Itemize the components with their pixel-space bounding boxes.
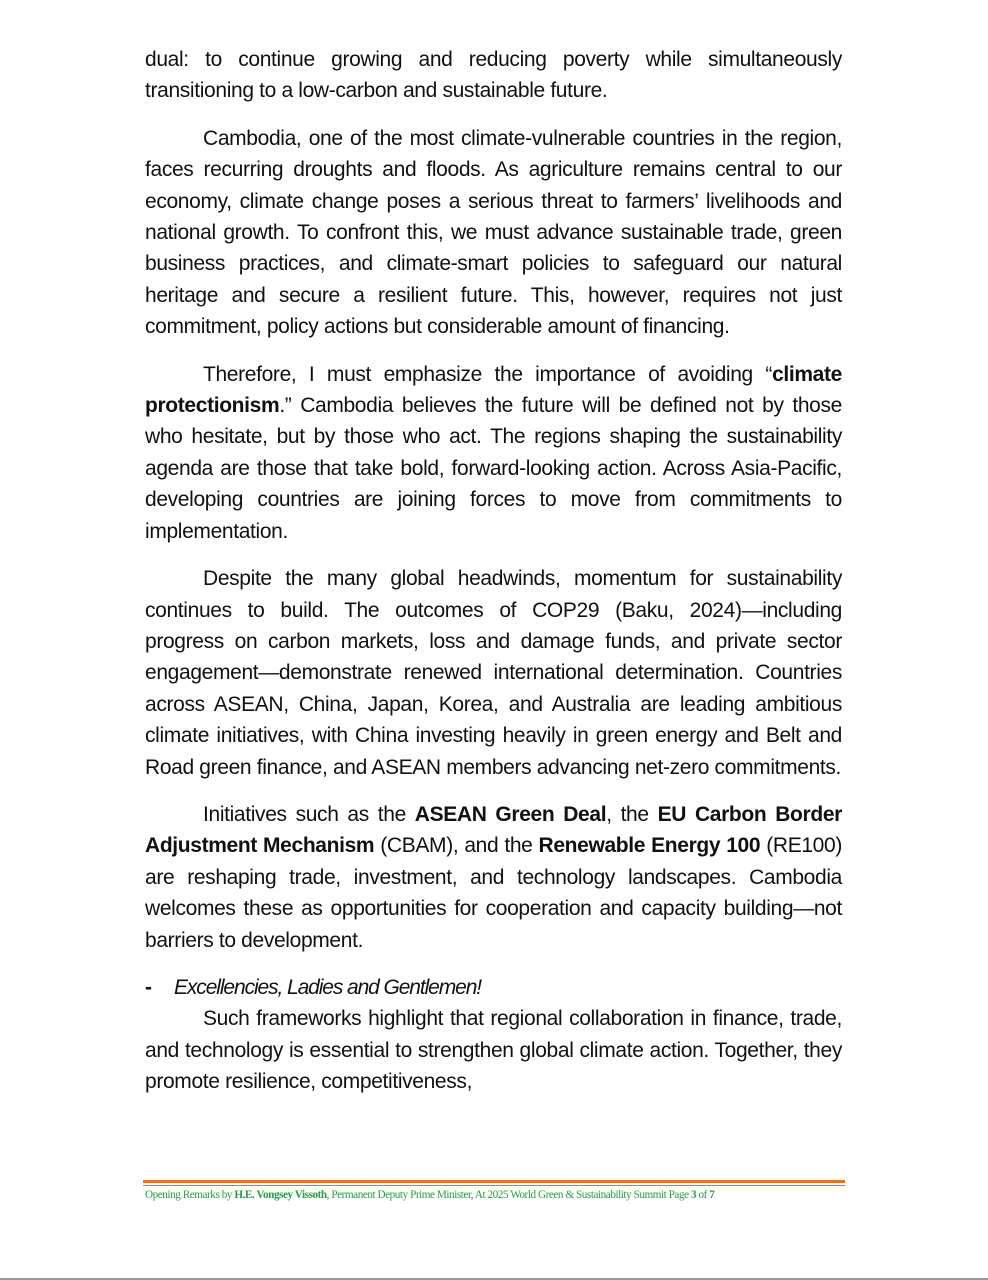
paragraph [145, 563, 842, 783]
text-run: dual: to continue growing and reducing poverty while simultaneously transitioning to a low-carbon and sustainable future. [145, 48, 842, 103]
bullet-dash: - [145, 975, 152, 999]
footer-rule [143, 1180, 845, 1183]
page-current: 3 [690, 1189, 697, 1201]
text-run: Despite the many global headwinds, momentum for sustainability continues to build. The outcomes of COP29 (Baku, 2024)—including progress on carbon markets, loss and damage funds, and private sector engagement—demonstrate renewed international determination. Countries across ASEAN, China, Japan, Korea, and Australia are leading ambitious climate initiatives, with China investing heavily in green energy and Belt and Road green finance, and ASEAN members advancing net-zero commitments. [145, 567, 842, 779]
paragraph [145, 799, 842, 956]
footer-speaker: H.E. Vongsey Vissoth [234, 1189, 327, 1201]
page-total: 7 [709, 1189, 715, 1201]
bold-text: EU Carbon Border Adjustment Mechanism [145, 802, 842, 858]
paragraph [145, 359, 842, 547]
bold-text: Renewable Energy 100 [538, 834, 761, 858]
paragraph [145, 123, 842, 343]
salutation [145, 972, 842, 1003]
text-run: Cambodia, one of the most climate-vulnerable countries in the region, faces recurring droughts and floods. As agriculture remains central to our economy, climate change poses a serious threat to farmers’ livelihoods and national growth. To confront this, we must advance sustainable trade, green business practices, and climate-smart policies to safeguard our natural heritage and secure a resilient future. This, however, requires not just commitment, policy actions but considerable amount of financing. [145, 126, 842, 339]
text-run: (CBAM), and the [374, 834, 539, 858]
text-run: , the [606, 802, 658, 826]
text-run: Such frameworks highlight that regional collaboration in finance, trade, and technology is essential to strengthen global climate action. Together, they promote resilience, competitiveness, [145, 1007, 842, 1094]
footer-rule-thin [143, 1185, 845, 1186]
paragraph [145, 44, 842, 107]
text-run: Initiatives such as the [203, 802, 415, 826]
bold-text: ASEAN Green Deal [414, 802, 607, 826]
paragraph [145, 1003, 842, 1097]
page-footer [145, 1189, 845, 1201]
page-of: of [696, 1189, 710, 1201]
salutation-text: Excellencies, Ladies and Gentlemen! [174, 975, 482, 999]
text-run: .” Cambodia believes the future will be defined not by those who hesitate, but by those who act. The regions shaping the sustainability agenda are those that take bold, forward-looking action. Across Asia-Pacific, developing countries are joining forces to move from commitments to implementation. [145, 394, 842, 543]
footer-prefix: Opening Remarks by [145, 1189, 235, 1201]
document-body [145, 44, 842, 1098]
text-run: Therefore, I must emphasize the importance of avoiding “ [203, 362, 773, 386]
footer-middle: , Permanent Deputy Prime Minister, At 2025 World Green & Sustainability Summit Page [326, 1189, 691, 1201]
bold-text: climate protectionism [145, 362, 842, 418]
text-run: (RE100) are reshaping trade, investment, and technology landscapes. Cambodia welcomes these as opportunities for cooperation and capacity building—not barriers to development. [145, 834, 842, 952]
